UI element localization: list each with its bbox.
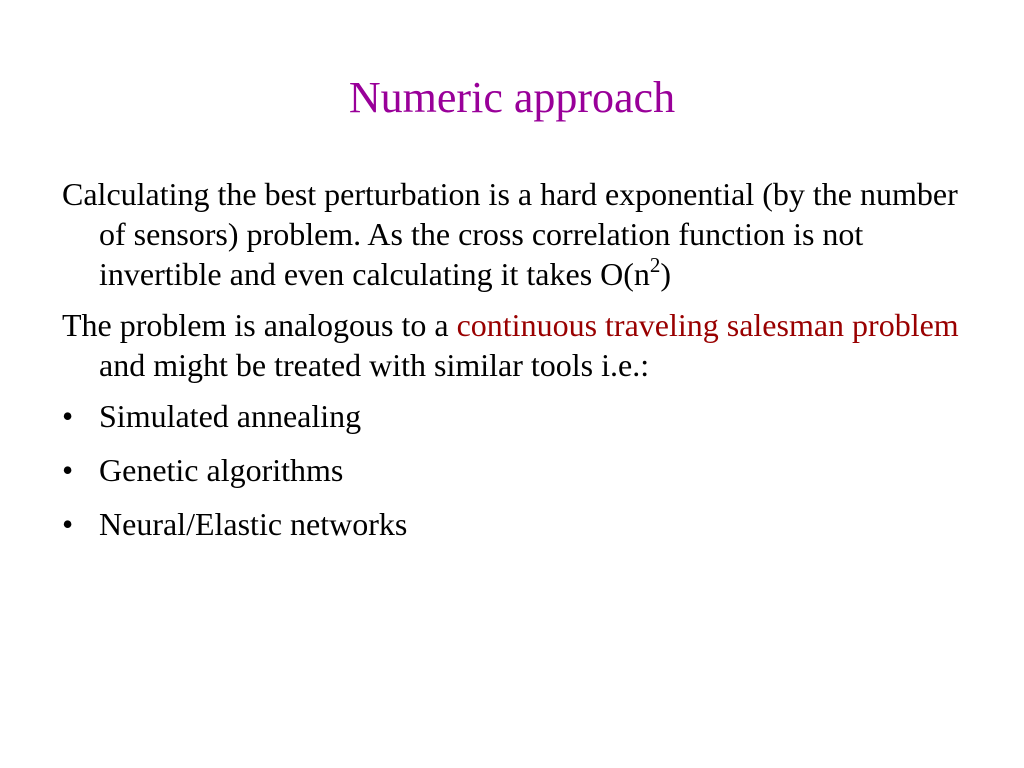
bullet-icon: • [62,398,74,434]
slide-title: Numeric approach [348,73,676,122]
highlight-tsp: continuous traveling salesman problem [456,307,959,343]
list-item [62,450,962,490]
paragraph-analogy [62,305,962,385]
bullet-icon: • [62,452,74,488]
bullet-text: Neural/Elastic networks [99,506,408,542]
paragraph-complexity [62,174,962,294]
exponent-superscript: 2 [649,253,661,277]
bullet-icon: • [62,506,74,542]
paragraph-analogy-before: The problem is analogous to a [62,307,457,343]
bullet-text: Simulated annealing [99,398,362,434]
paragraph-analogy-after: and might be treated with similar tools i.e.: [99,347,650,383]
list-item [62,396,962,436]
bullet-text: Genetic algorithms [99,452,344,488]
slide-body [62,174,962,558]
paragraph-complexity-text: Calculating the best perturbation is a hard exponential (by the number of sensors) problem. As the cross correlation function is not invertible and even calculating it takes O(n [62,176,958,292]
list-item [62,504,962,544]
paragraph-complexity-end: ) [660,256,672,292]
